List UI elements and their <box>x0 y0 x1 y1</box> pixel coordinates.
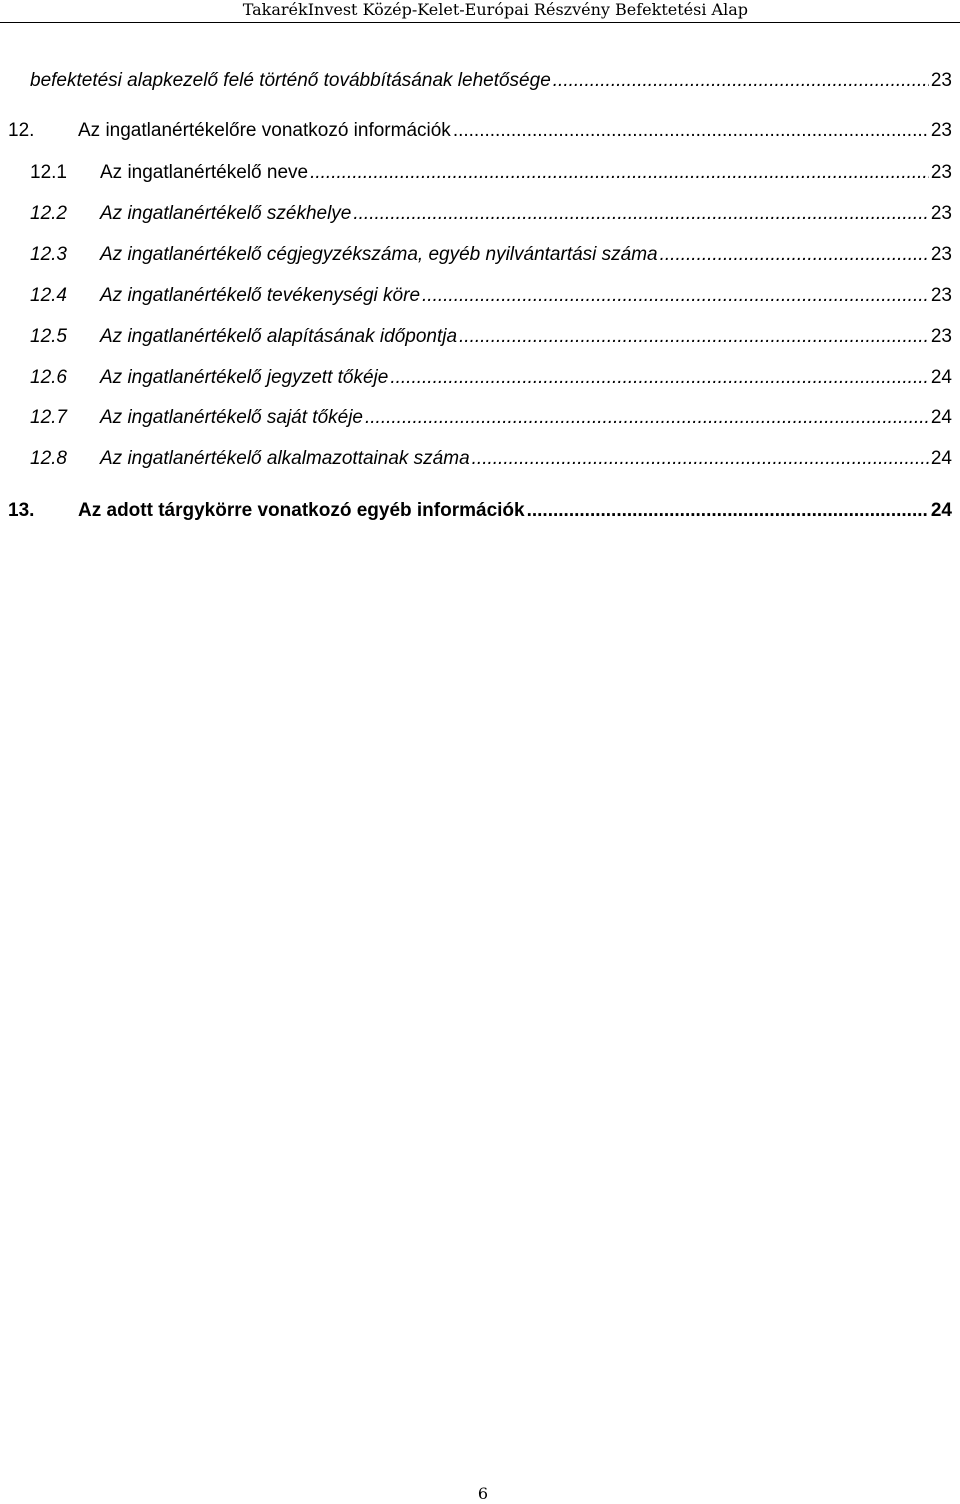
toc-entry-number: 12.1 <box>30 162 67 183</box>
toc-entry-title: Az ingatlanértékelő cégjegyzékszáma, egyéb nyilvántartási száma <box>100 244 658 265</box>
toc-entry-12[interactable] <box>8 118 952 144</box>
toc-entry-12-7[interactable] <box>30 405 952 431</box>
toc-entry-page: 24 <box>930 500 952 521</box>
toc-entry-page: 23 <box>930 203 952 224</box>
toc-dot-leader <box>353 201 928 227</box>
toc-entry-12-8[interactable] <box>30 446 952 472</box>
toc-entry-title: Az ingatlanértékelő saját tőkéje <box>100 407 363 428</box>
header-rule <box>0 22 960 23</box>
toc-entry-13[interactable] <box>8 498 952 524</box>
toc-dot-leader <box>310 160 929 186</box>
toc-entry-number: 12. <box>8 120 35 141</box>
toc-entry-page: 23 <box>930 70 952 91</box>
toc-entry-title: befektetési alapkezelő felé történő továbbításának lehetősége <box>30 70 551 91</box>
toc-entry-number: 12.2 <box>30 203 67 224</box>
page-number: 6 <box>477 1484 489 1503</box>
toc-dot-leader <box>390 365 929 391</box>
toc-dot-leader <box>472 446 929 472</box>
toc-entry-page: 24 <box>930 367 952 388</box>
toc-entry-title: Az ingatlanértékelő székhelye <box>100 203 352 224</box>
toc-entry-page: 24 <box>930 448 952 469</box>
toc-entry-title: Az ingatlanértékelő tevékenységi köre <box>100 285 421 306</box>
toc-entry-12-1[interactable] <box>30 160 952 186</box>
toc-entry-number: 13. <box>8 500 35 521</box>
toc-entry-12-4[interactable] <box>30 283 952 309</box>
toc-entry-title: Az ingatlanértékelő jegyzett tőkéje <box>100 367 389 388</box>
toc-entry-number: 12.5 <box>30 326 67 347</box>
toc-dot-leader <box>553 68 929 94</box>
toc-entry-12-6[interactable] <box>30 365 952 391</box>
toc-entry-title: Az adott tárgykörre vonatkozó egyéb információk <box>78 500 525 521</box>
toc-entry-12-2[interactable] <box>30 201 952 227</box>
toc-entry-page: 23 <box>930 244 952 265</box>
toc-entry-page: 24 <box>930 407 952 428</box>
toc-entry-number: 12.4 <box>30 285 67 306</box>
toc-entry-page: 23 <box>930 326 952 347</box>
toc-entry-number: 12.3 <box>30 244 67 265</box>
toc-entry-title: Az ingatlanértékelőre vonatkozó információk <box>78 120 451 141</box>
running-header: TakarékInvest Közép-Kelet-Európai Részvény Befektetési Alap <box>242 0 748 19</box>
toc-dot-leader <box>422 283 929 309</box>
toc-entry-page: 23 <box>930 162 952 183</box>
toc-entry-number: 12.8 <box>30 448 67 469</box>
toc-entry-12-5[interactable] <box>30 324 952 350</box>
toc-dot-leader <box>365 405 929 431</box>
toc-entry-continuation[interactable] <box>30 68 952 94</box>
toc-entry-number: 12.6 <box>30 367 67 388</box>
toc-entry-title: Az ingatlanértékelő alkalmazottainak száma <box>100 448 470 469</box>
toc-dot-leader <box>459 324 929 350</box>
toc-entry-title: Az ingatlanértékelő neve <box>100 162 309 183</box>
toc-dot-leader <box>660 242 929 268</box>
toc-entry-page: 23 <box>930 120 952 141</box>
toc-dot-leader <box>453 118 929 144</box>
toc-entry-title: Az ingatlanértékelő alapításának időpontja <box>100 326 458 347</box>
toc-entry-number: 12.7 <box>30 407 67 428</box>
toc-entry-page: 23 <box>930 285 952 306</box>
toc-dot-leader <box>527 498 929 524</box>
toc-entry-12-3[interactable] <box>30 242 952 268</box>
